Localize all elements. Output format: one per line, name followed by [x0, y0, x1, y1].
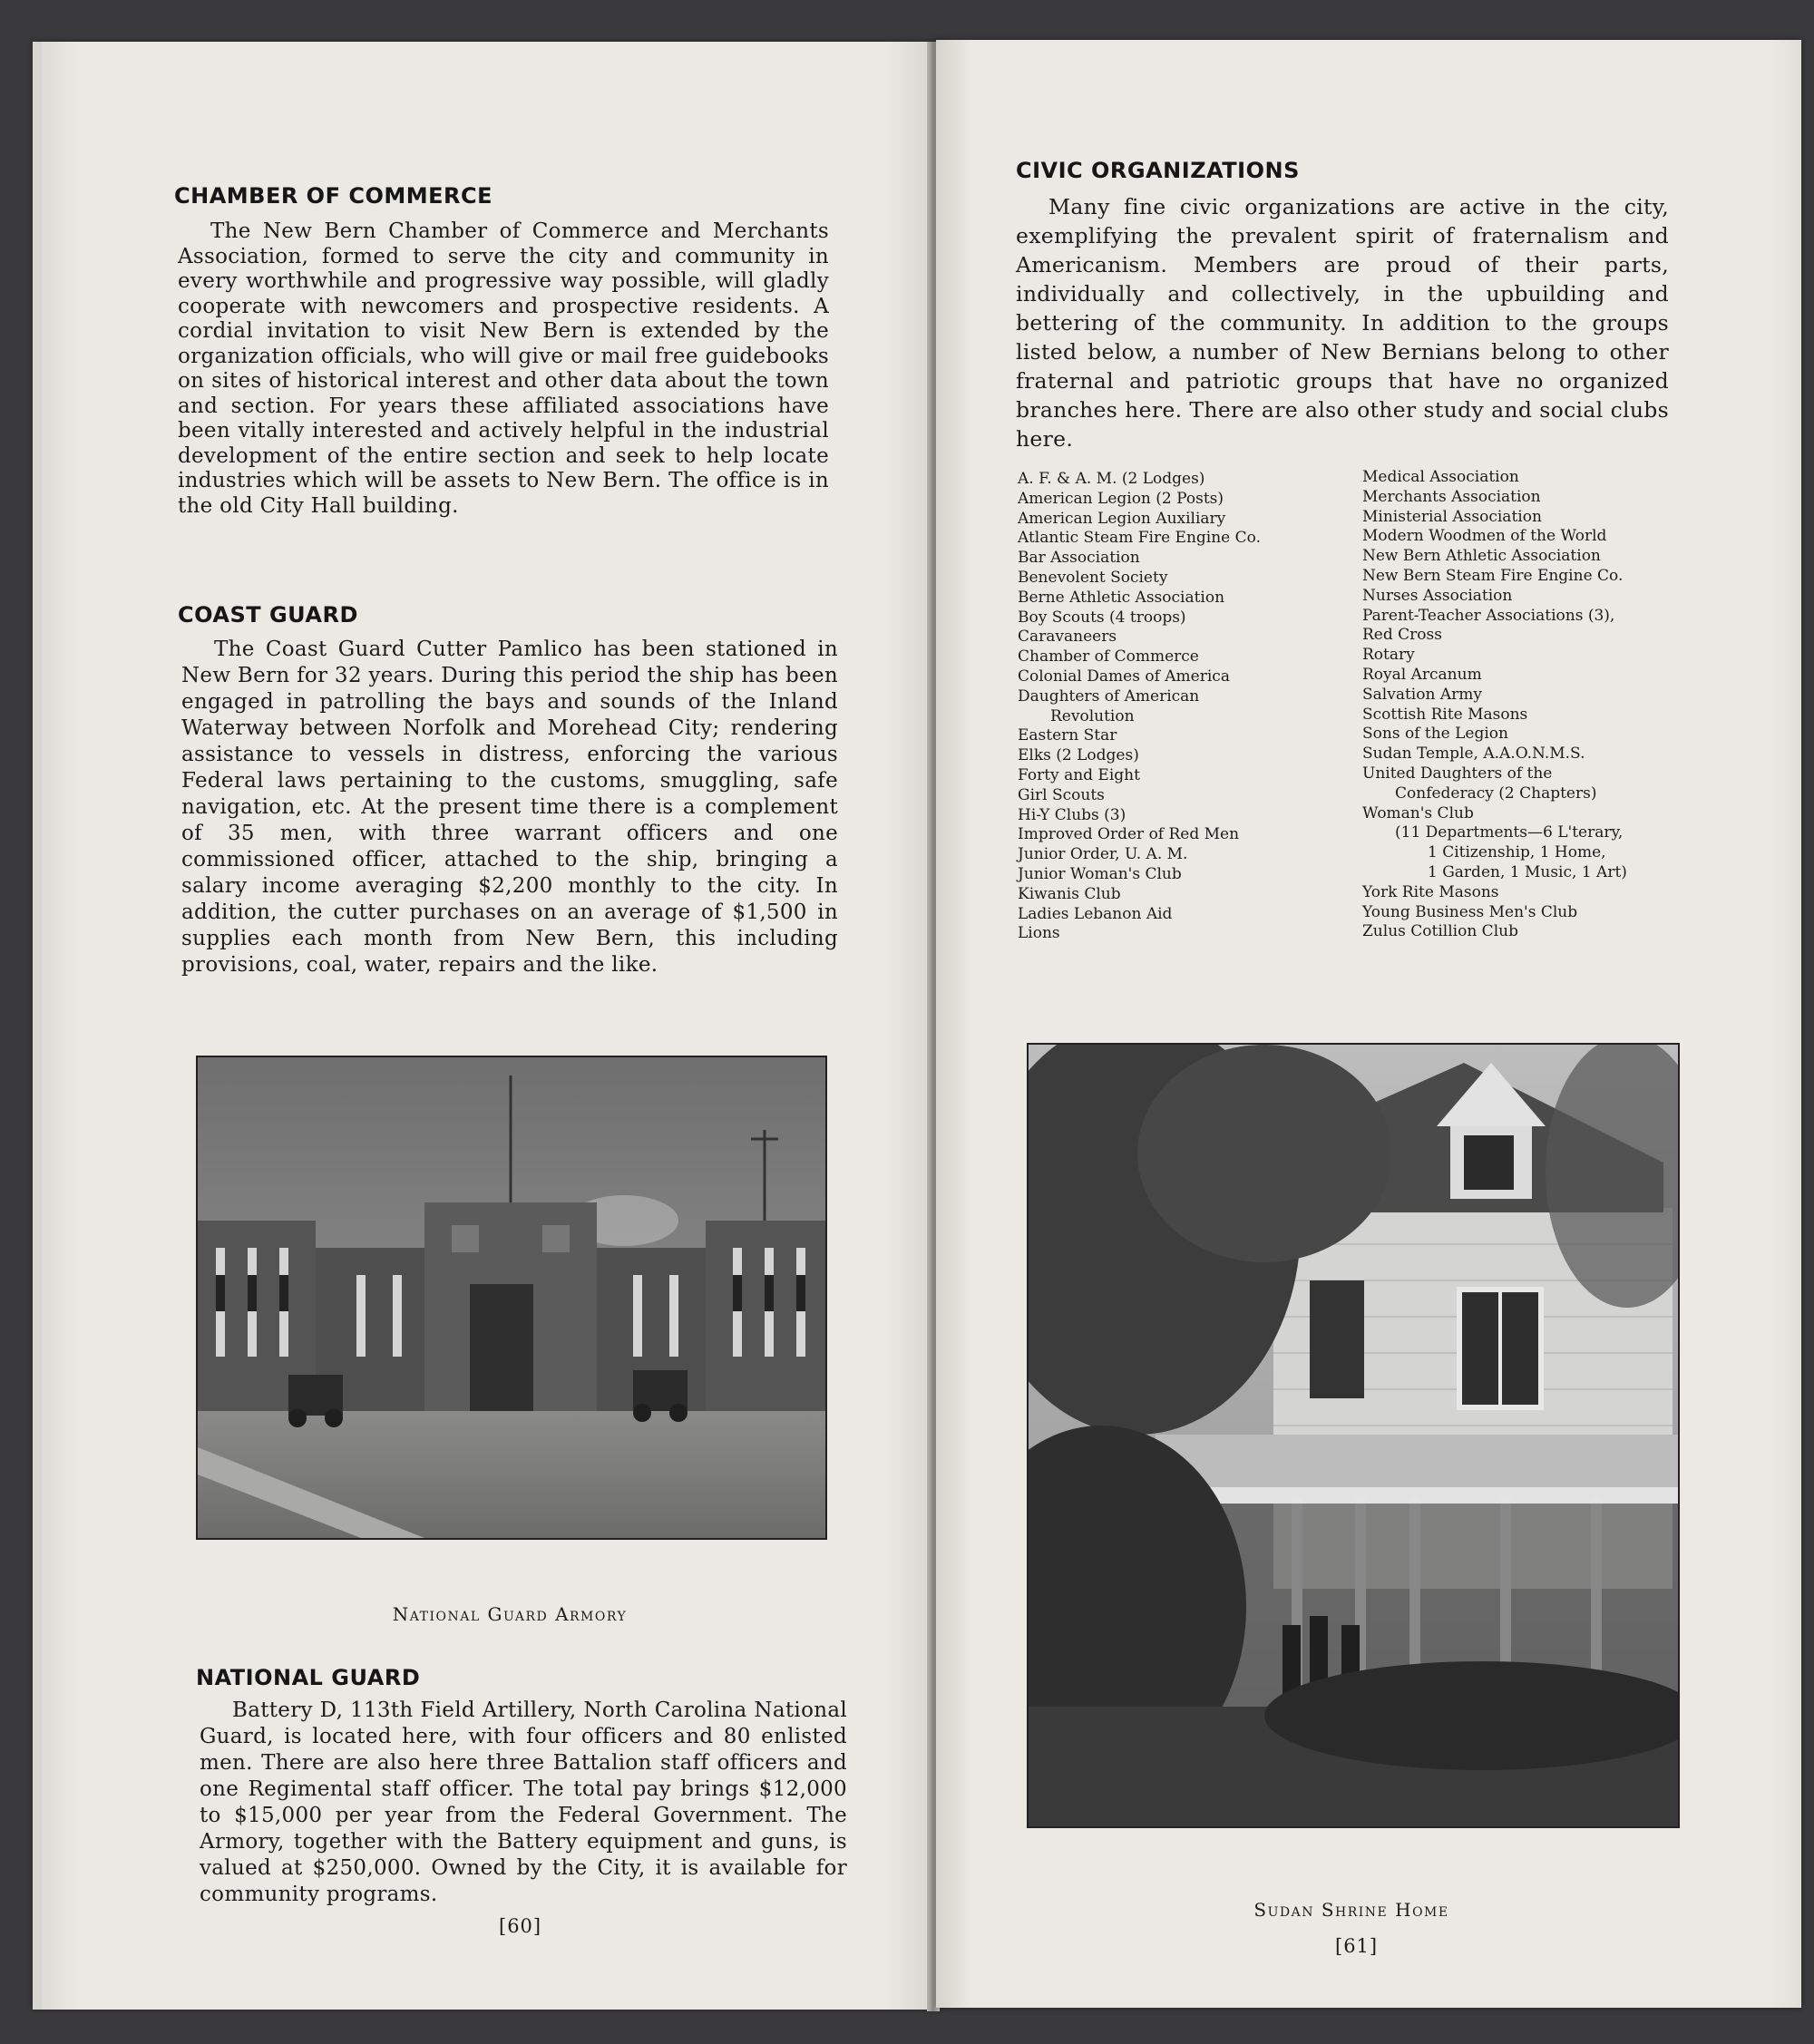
org-list-item: Nurses Association [1362, 586, 1513, 605]
org-list-item: Modern Woodmen of the World [1362, 527, 1607, 546]
org-list-item: New Bern Athletic Association [1362, 547, 1601, 566]
coast-guard-paragraph: The Coast Guard Cutter Pamlico has been stationed in New Bern for 32 years. During this period the ship has been engaged in patrolling the bays and sounds of the Inland Waterway between Norfolk and Morehead City; rendering assistance to vessels in distress, enforcing the various Federal laws pertaining to the customs, smuggling, safe navigation, etc. At the present time there is a complement of 35 men, with three warrant officers and one commissioned officer, attached to the ship, bringing a salary income averaging $2,200 monthly to the city. In addition, the cutter purchases on an average of $1,500 in supplies each month from New Bern, this including provisions, coal, water, repairs and the like. [181, 638, 838, 977]
org-list-item: Sudan Temple, A.A.O.N.M.S. [1362, 745, 1585, 764]
org-list-item: Atlantic Steam Fire Engine Co. [1018, 529, 1261, 548]
armory-photo [196, 1056, 827, 1540]
org-list-item: Merchants Association [1362, 487, 1541, 506]
org-list-item: Sons of the Legion [1362, 725, 1508, 744]
page-number-left: [60] [499, 1915, 542, 1937]
org-list-item: Forty and Eight [1018, 765, 1140, 784]
org-list-item: Medical Association [1362, 468, 1519, 486]
org-list-item: Zulus Cotillion Club [1362, 922, 1518, 941]
org-list-item: Parent-Teacher Associations (3), [1362, 606, 1615, 625]
coast-guard-heading: COAST GUARD [178, 602, 358, 628]
org-list-item: Berne Athletic Association [1018, 588, 1225, 607]
org-list-item: York Rite Masons [1362, 882, 1499, 901]
org-list-item: Woman's Club [1362, 803, 1474, 822]
org-list-item: 1 Citizenship, 1 Home, [1428, 843, 1606, 862]
chamber-heading: CHAMBER OF COMMERCE [174, 183, 493, 209]
org-list-item: Scottish Rite Masons [1362, 705, 1528, 724]
org-list-item: Benevolent Society [1018, 568, 1168, 587]
org-list-item: A. F. & A. M. (2 Lodges) [1018, 470, 1205, 488]
org-list-left [1018, 470, 1261, 944]
org-list-item: Junior Order, U. A. M. [1018, 845, 1188, 864]
org-list-item: (11 Departments—6 L'terary, [1395, 823, 1624, 842]
org-list-item: United Daughters of the [1362, 764, 1553, 783]
org-list-item: Salvation Army [1362, 685, 1482, 704]
org-list-item: Hi-Y Clubs (3) [1018, 805, 1126, 824]
open-booklet [27, 42, 1787, 2019]
org-list-item: Royal Arcanum [1362, 665, 1482, 684]
org-list-item: Boy Scouts (4 troops) [1018, 608, 1186, 627]
national-guard-heading: NATIONAL GUARD [196, 1665, 421, 1690]
org-list-item: American Legion Auxiliary [1018, 509, 1226, 528]
org-list-item: Elks (2 Lodges) [1018, 746, 1139, 765]
civic-heading: CIVIC ORGANIZATIONS [1016, 158, 1300, 183]
left-page [33, 42, 940, 2010]
org-list-item: Confederacy (2 Chapters) [1395, 784, 1597, 803]
page-number-right: [61] [1335, 1935, 1379, 1957]
org-list-item: New Bern Steam Fire Engine Co. [1362, 566, 1624, 585]
org-list-item: 1 Garden, 1 Music, 1 Art) [1428, 862, 1627, 881]
org-list-item: Lions [1018, 924, 1060, 943]
armory-caption: National Guard Armory [392, 1603, 628, 1625]
org-list-item: Bar Association [1018, 549, 1140, 568]
org-list-item: Eastern Star [1018, 726, 1117, 745]
org-list-item: Junior Woman's Club [1018, 864, 1182, 883]
shrine-home-caption: Sudan Shrine Home [1253, 1899, 1449, 1921]
shrine-home-photo [1027, 1043, 1680, 1828]
org-list-item: Daughters of American [1018, 686, 1200, 706]
chamber-paragraph: The New Bern Chamber of Commerce and Merchants Association, formed to serve the city and community in every worthwhile and progressive way possible, will gladly cooperate with newcomers and prospective residents. A cordial invitation to visit New Bern is extended by the organization officials, who will give or mail free guidebooks on sites of historical interest and other data about the town and section. For years these affiliated associations have been vitally interested and actively helpful in the industrial development of the entire section and seek to help locate industries which will be assets to New Bern. The office is in the old City Hall building. [178, 219, 829, 518]
org-list-item: Improved Order of Red Men [1018, 825, 1240, 844]
org-list-item: Ministerial Association [1362, 507, 1542, 526]
right-page [936, 40, 1801, 2008]
civic-paragraph: Many fine civic organizations are active in the city, exemplifying the prevalent spirit of fraternalism and Americanism. Members are proud of their parts, individually and collectively, in the upbuilding and bettering of the community. In addition to the groups listed below, a number of New Bernians belong to other fraternal and patriotic groups that have no organized branches here. There are also other study and social clubs here. [1016, 194, 1669, 452]
org-list-right [1362, 468, 1627, 942]
org-list-item: Young Business Men's Club [1362, 902, 1578, 921]
org-list-item: Chamber of Commerce [1018, 647, 1199, 667]
org-list-item: Ladies Lebanon Aid [1018, 904, 1173, 923]
org-list-item: Colonial Dames of America [1018, 667, 1230, 686]
org-list-item: Red Cross [1362, 626, 1442, 645]
org-list-item: Caravaneers [1018, 628, 1117, 647]
org-list-item: Revolution [1050, 706, 1135, 725]
national-guard-paragraph: Battery D, 113th Field Artillery, North Carolina National Guard, is located here, with four officers and 80 enlisted men. There are also here three Battalion staff officers and one Regimental staff officer. The total pay brings $12,000 to $15,000 per year from the Federal Government. The Armory, together with the Battery equipment and guns, is valued at $250,000. Owned by the City, it is available for community programs. [200, 1698, 847, 1906]
org-list-item: Rotary [1362, 646, 1415, 665]
org-list-item: Girl Scouts [1018, 785, 1105, 804]
org-list-item: Kiwanis Club [1018, 884, 1121, 903]
org-list-item: American Legion (2 Posts) [1018, 489, 1224, 508]
